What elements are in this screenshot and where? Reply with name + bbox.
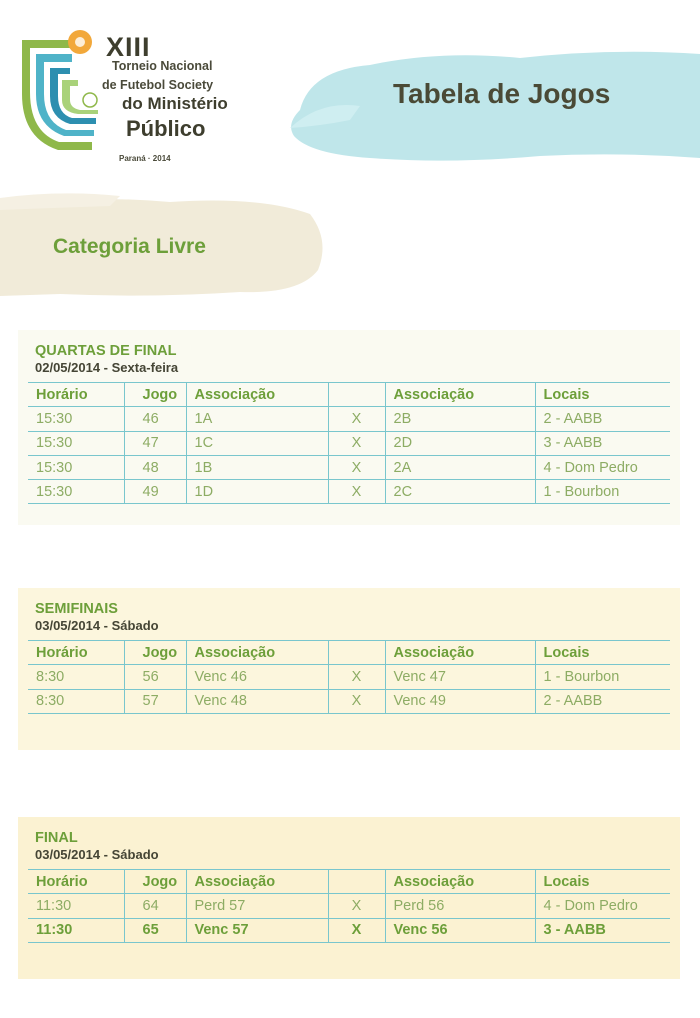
table-row: [28, 665, 670, 689]
cell-horario: 8:30: [36, 668, 65, 685]
cell-jogo: 64: [124, 894, 186, 918]
cell-versus: X: [328, 455, 385, 479]
header-associacao-home: Associação: [186, 383, 328, 407]
cell-horario: 15:30: [36, 459, 73, 476]
tournament-logo: [14, 22, 254, 172]
cell-jogo: 47: [124, 431, 186, 455]
cell-away-team: Venc 47: [385, 665, 535, 689]
cell-away-team: 2B: [385, 407, 535, 431]
cell-horario: 11:30: [36, 922, 73, 939]
logo-line-3: do Ministério: [122, 94, 228, 113]
cell-away-team: 2A: [385, 455, 535, 479]
cell-jogo: 49: [124, 480, 186, 504]
header-jogo: Jogo: [124, 870, 186, 894]
table-row: [28, 431, 670, 455]
quarterfinals-section: [18, 330, 680, 525]
header-associacao-away: Associação: [385, 641, 535, 665]
cell-versus: X: [328, 431, 385, 455]
header-jogo: Jogo: [124, 383, 186, 407]
table-row: [28, 455, 670, 479]
table-row: [28, 894, 670, 918]
header-horario: Horário: [36, 386, 88, 403]
cell-jogo: 57: [124, 689, 186, 713]
cell-away-team: 2D: [385, 431, 535, 455]
logo-line-2: de Futebol Society: [102, 78, 214, 92]
cell-horario: 11:30: [36, 897, 72, 914]
cell-venue: 2 - AABB: [535, 407, 670, 431]
cell-jogo: 56: [124, 665, 186, 689]
header-jogo: Jogo: [124, 641, 186, 665]
cell-versus: X: [328, 407, 385, 431]
final-section: [18, 817, 680, 979]
cell-horario: 8:30: [36, 693, 65, 710]
logo-mark-icon: [14, 22, 104, 172]
cell-venue: 4 - Dom Pedro: [535, 455, 670, 479]
cell-home-team: 1D: [186, 480, 328, 504]
cell-versus: X: [328, 689, 385, 713]
section-title: SEMIFINAIS: [35, 601, 118, 617]
header-horario: Horário: [36, 873, 88, 890]
table-row: [28, 407, 670, 431]
cell-horario: 15:30: [36, 483, 73, 500]
cell-home-team: Venc 57: [186, 918, 328, 942]
cell-home-team: 1B: [186, 455, 328, 479]
cell-venue: 2 - AABB: [535, 689, 670, 713]
section-date: 02/05/2014 - Sexta-feira: [35, 360, 179, 375]
cell-venue: 4 - Dom Pedro: [535, 894, 670, 918]
page-title: Tabela de Jogos: [393, 78, 611, 109]
cell-versus: X: [328, 665, 385, 689]
header-locais: Locais: [535, 641, 670, 665]
cell-versus: X: [328, 918, 385, 942]
header-versus: [328, 641, 385, 665]
cell-jogo: 48: [124, 455, 186, 479]
cell-versus: X: [328, 894, 385, 918]
games-table: [28, 382, 670, 504]
table-row-final-match: [28, 918, 670, 942]
cell-venue: 1 - Bourbon: [535, 480, 670, 504]
cell-away-team: Venc 49: [385, 689, 535, 713]
cell-jogo: 65: [124, 918, 186, 942]
header-associacao-home: Associação: [186, 870, 328, 894]
cell-away-team: Venc 56: [385, 918, 535, 942]
category-title: Categoria Livre: [53, 235, 206, 258]
section-date: 03/05/2014 - Sábado: [35, 847, 159, 862]
header-versus: [328, 870, 385, 894]
section-date: 03/05/2014 - Sábado: [35, 618, 159, 633]
cell-home-team: Perd 57: [186, 894, 328, 918]
table-row: [28, 689, 670, 713]
games-table: [28, 640, 670, 714]
cell-home-team: 1A: [186, 407, 328, 431]
cell-venue: 3 - AABB: [535, 918, 670, 942]
table-header-row: [28, 383, 670, 407]
cell-venue: 3 - AABB: [535, 431, 670, 455]
header-locais: Locais: [535, 383, 670, 407]
games-table: [28, 869, 670, 943]
header-associacao-away: Associação: [385, 383, 535, 407]
cell-away-team: 2C: [385, 480, 535, 504]
cell-home-team: Venc 46: [186, 665, 328, 689]
cell-versus: X: [328, 480, 385, 504]
header-locais: Locais: [535, 870, 670, 894]
logo-roman-numeral: XIII: [106, 32, 151, 62]
cell-home-team: 1C: [186, 431, 328, 455]
header-associacao-home: Associação: [186, 641, 328, 665]
logo-line-5: Paraná · 2014: [119, 154, 171, 163]
cell-jogo: 46: [124, 407, 186, 431]
cell-home-team: Venc 48: [186, 689, 328, 713]
table-header-row: [28, 870, 670, 894]
section-title: QUARTAS DE FINAL: [35, 343, 177, 359]
cell-venue: 1 - Bourbon: [535, 665, 670, 689]
logo-line-4: Público: [126, 116, 206, 141]
header-versus: [328, 383, 385, 407]
section-title: FINAL: [35, 830, 78, 846]
header-associacao-away: Associação: [385, 870, 535, 894]
cell-horario: 15:30: [36, 410, 73, 427]
header-horario: Horário: [36, 644, 88, 661]
logo-line-1: Torneio Nacional: [112, 59, 213, 73]
table-header-row: [28, 641, 670, 665]
table-row: [28, 480, 670, 504]
cell-horario: 15:30: [36, 435, 73, 452]
semifinals-section: [18, 588, 680, 750]
cell-away-team: Perd 56: [385, 894, 535, 918]
